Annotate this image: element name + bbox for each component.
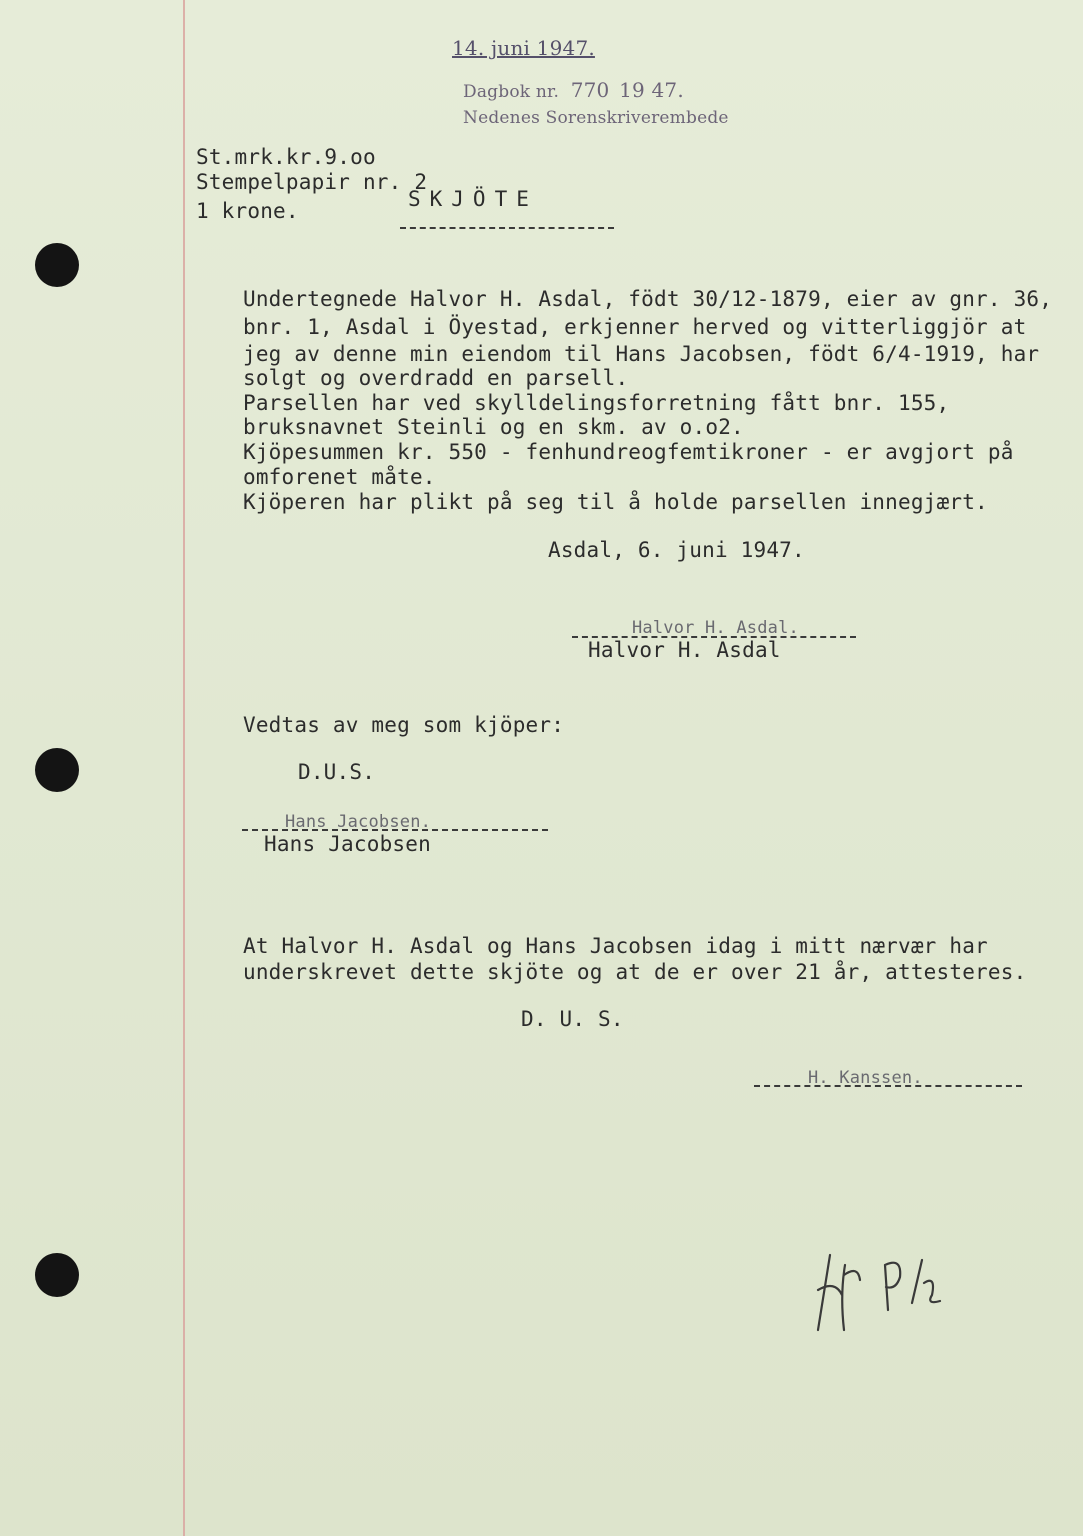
stamp-krone: 1 krone. — [196, 199, 299, 223]
stamp-value: St.mrk.kr.9.oo — [196, 145, 376, 169]
document-title: SKJÖTE — [408, 187, 538, 211]
attester-signature: H. Kanssen. — [808, 1068, 923, 1088]
body-line: solgt og overdradd en parsell. — [243, 366, 629, 390]
attestation-line: At Halvor H. Asdal og Hans Jacobsen idag i mitt nærvær har — [243, 934, 988, 958]
buyer-signature: Hans Jacobsen. — [285, 812, 432, 832]
punch-hole-middle — [35, 748, 79, 792]
handwritten-annotation-drawing — [800, 1235, 950, 1345]
margin-line — [183, 0, 185, 1536]
body-line: jeg av denne min eiendom til Hans Jacobsen, födt 6/4-1919, har — [243, 342, 1040, 366]
dagbok-number: 770 — [570, 78, 610, 102]
seller-signature: Halvor H. Asdal. — [632, 618, 799, 638]
acceptance-text: Vedtas av meg som kjöper: — [243, 713, 565, 737]
punch-hole-bottom — [35, 1253, 79, 1297]
title-underline — [400, 227, 614, 229]
body-line: bruksnavnet Steinli og en skm. av o.o2. — [243, 415, 744, 439]
dagbok-year: 19 47. — [619, 78, 684, 102]
attestation-line: underskrevet dette skjöte og at de er over 21 år, attesteres. — [243, 960, 1027, 984]
dagbok-label: Dagbok nr. — [463, 82, 560, 102]
attestation-dus: D. U. S. — [521, 1007, 624, 1031]
acceptance-dus: D.U.S. — [298, 760, 376, 784]
punch-hole-top — [35, 243, 79, 287]
seller-typed-name: Halvor H. Asdal — [588, 638, 781, 662]
body-line: Parsellen har ved skylldelingsforretning fått bnr. 155, — [243, 391, 950, 415]
body-line: Undertegnede Halvor H. Asdal, födt 30/12-1879, eier av gnr. 36, — [243, 287, 1053, 311]
office-name: Nedenes Sorenskriverembede — [463, 108, 729, 128]
dagbok-line — [463, 78, 684, 102]
body-line: Kjöperen har plikt på seg til å holde parsellen innegjært. — [243, 490, 988, 514]
buyer-signature-line — [242, 829, 548, 831]
place-date: Asdal, 6. juni 1947. — [548, 538, 805, 562]
body-line: omforenet måte. — [243, 465, 436, 489]
date-stamp: 14. juni 1947. — [452, 36, 595, 60]
attester-signature-line — [754, 1085, 1022, 1087]
body-line: Kjöpesummen kr. 550 - fenhundreogfemtikroner - er avgjort på — [243, 440, 1014, 464]
buyer-typed-name: Hans Jacobsen — [264, 832, 431, 856]
stamp-paper-number: Stempelpapir nr. 2 — [196, 170, 428, 194]
body-line: bnr. 1, Asdal i Öyestad, erkjenner herved og vitterliggjör at — [243, 315, 1027, 339]
